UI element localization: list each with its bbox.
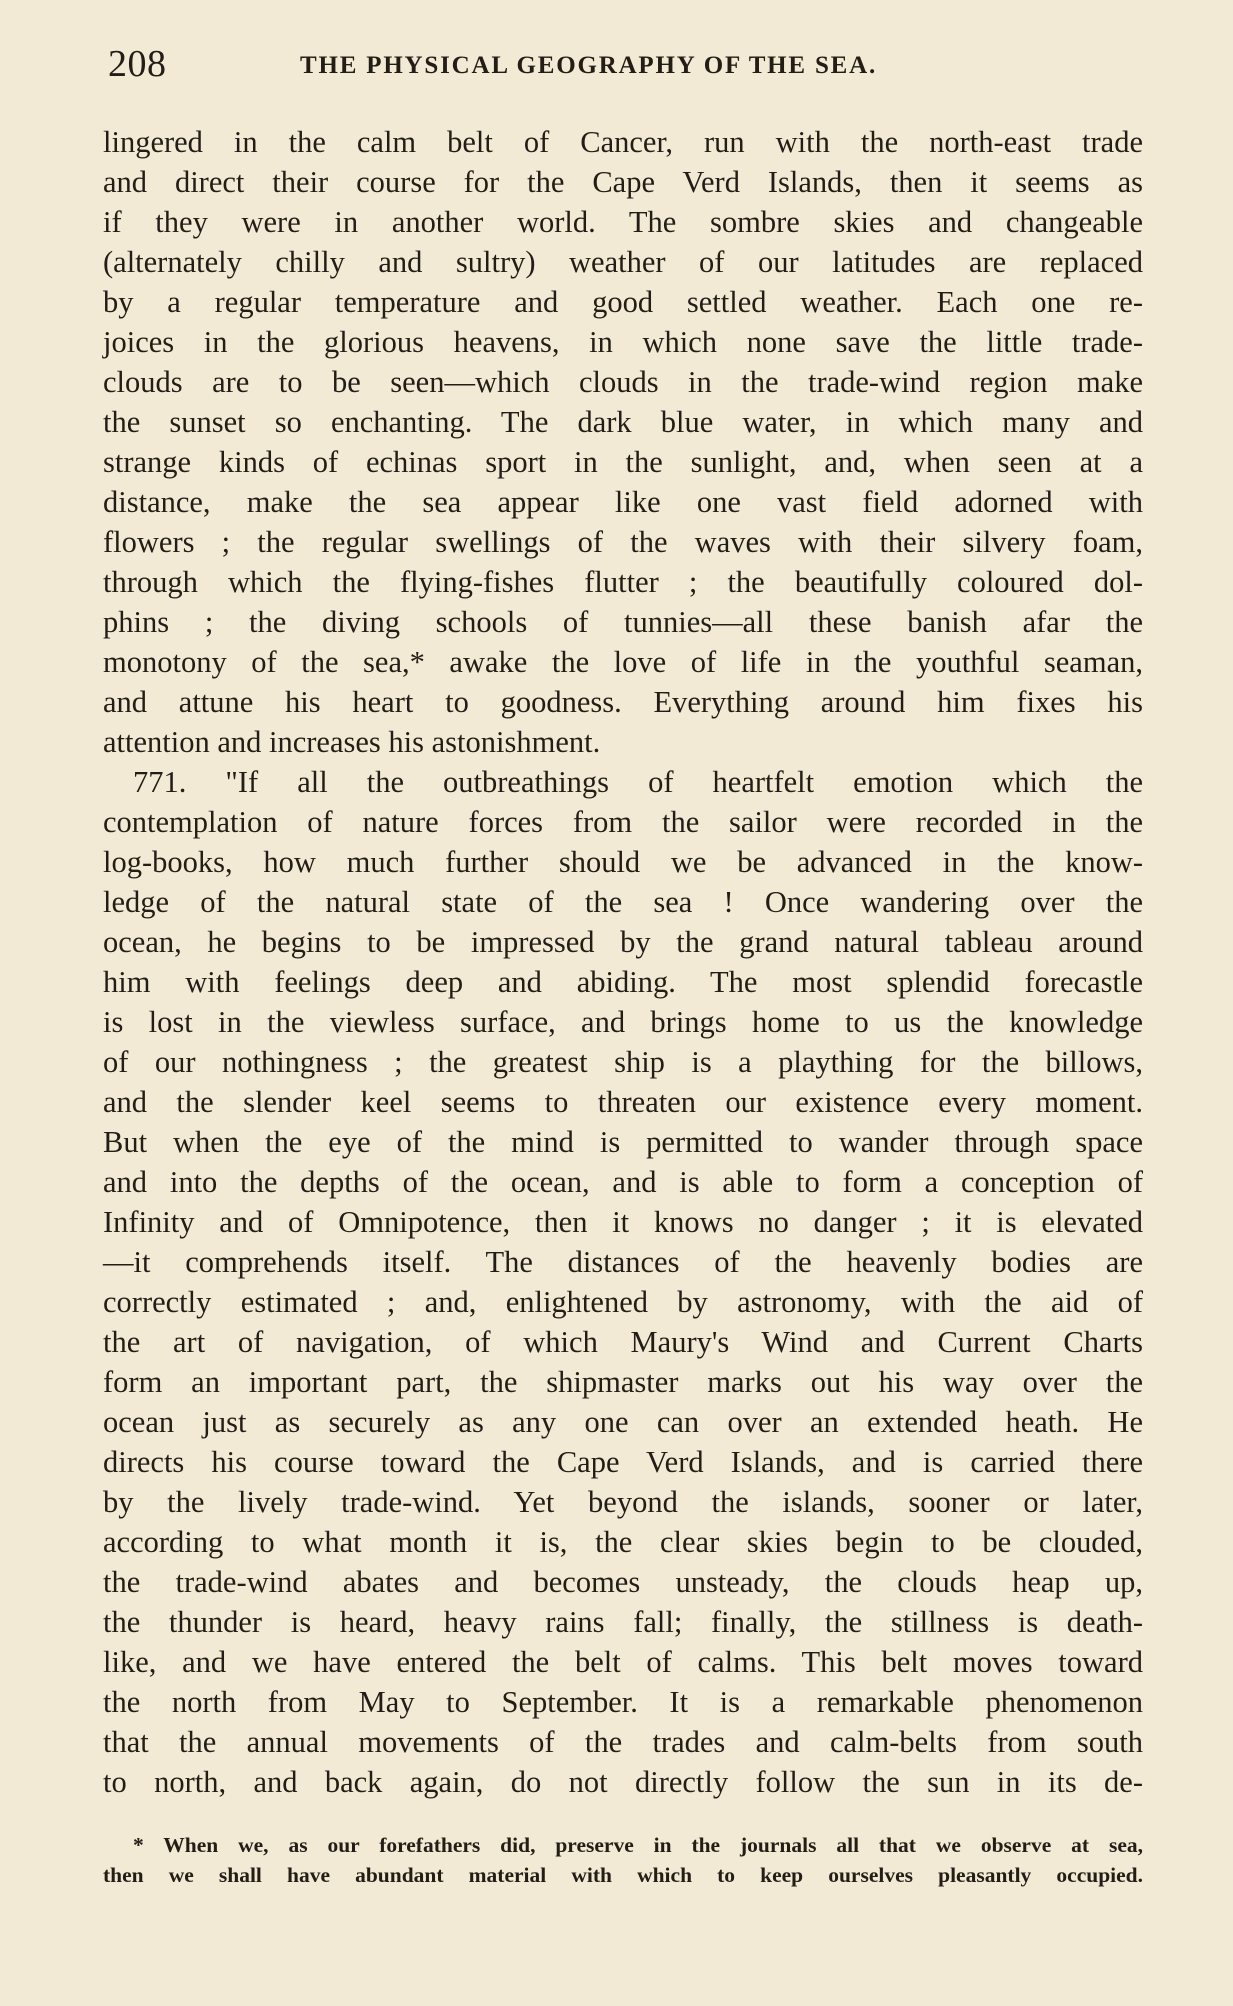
text-line: to north, and back again, do not directly follow the sun in its de-	[103, 1765, 1143, 1799]
text-line: attention and increases his astonishment.	[103, 725, 601, 759]
text-line: distance, make the sea appear like one vast field adorned with	[103, 485, 1143, 519]
text-line: flowers ; the regular swellings of the waves with their silvery foam,	[103, 525, 1143, 559]
running-title: THE PHYSICAL GEOGRAPHY OF THE SEA.	[300, 52, 878, 79]
text-line: form an important part, the shipmaster marks out his way over the	[103, 1365, 1143, 1399]
text-line: the art of navigation, of which Maury's Wind and Current Charts	[103, 1325, 1143, 1359]
text-line: log-books, how much further should we be advanced in the know-	[103, 845, 1143, 879]
text-line: correctly estimated ; and, enlightened by astronomy, with the aid of	[103, 1285, 1143, 1319]
text-line: joices in the glorious heavens, in which none save the little trade-	[103, 325, 1143, 359]
text-line: directs his course toward the Cape Verd Islands, and is carried there	[103, 1445, 1143, 1479]
text-line: the trade-wind abates and becomes unsteady, the clouds heap up,	[103, 1565, 1143, 1599]
text-line: of our nothingness ; the greatest ship is a plaything for the billows,	[103, 1045, 1143, 1079]
body-text	[103, 122, 1143, 1802]
text-line: the sunset so enchanting. The dark blue water, in which many and	[103, 405, 1143, 439]
text-line: and into the depths of the ocean, and is able to form a conception of	[103, 1165, 1143, 1199]
text-line: phins ; the diving schools of tunnies—all these banish afar the	[103, 605, 1143, 639]
footnote-line: * When we, as our forefathers did, preserve in the journals all that we observe at sea,	[133, 1833, 1143, 1857]
text-line: like, and we have entered the belt of calms. This belt moves toward	[103, 1645, 1143, 1679]
text-line: and attune his heart to goodness. Everything around him fixes his	[103, 685, 1143, 719]
text-line: him with feelings deep and abiding. The most splendid forecastle	[103, 965, 1143, 999]
text-line: (alternately chilly and sultry) weather of our latitudes are replaced	[103, 245, 1143, 279]
page-header	[108, 38, 1148, 94]
text-line: by a regular temperature and good settled weather. Each one re-	[103, 285, 1143, 319]
text-line: contemplation of nature forces from the sailor were recorded in the	[103, 805, 1143, 839]
text-line: ocean, he begins to be impressed by the grand natural tableau around	[103, 925, 1143, 959]
page-number: 208	[108, 43, 167, 85]
text-line: ocean just as securely as any one can over an extended heath. He	[103, 1405, 1143, 1439]
text-line: clouds are to be seen—which clouds in the trade-wind region make	[103, 365, 1143, 399]
text-line: ledge of the natural state of the sea ! Once wandering over the	[103, 885, 1143, 919]
text-line: that the annual movements of the trades and calm-belts from south	[103, 1725, 1143, 1759]
text-line: and direct their course for the Cape Verd Islands, then it seems as	[103, 165, 1143, 199]
text-line: —it comprehends itself. The distances of the heavenly bodies are	[103, 1245, 1143, 1279]
text-line: according to what month it is, the clear skies begin to be clouded,	[103, 1525, 1143, 1559]
text-line: But when the eye of the mind is permitted to wander through space	[103, 1125, 1143, 1159]
text-line: and the slender keel seems to threaten our existence every moment.	[103, 1085, 1143, 1119]
footnote	[103, 1830, 1143, 1890]
text-line: through which the flying-fishes flutter ; the beautifully coloured dol-	[103, 565, 1143, 599]
text-line: the thunder is heard, heavy rains fall; finally, the stillness is death-	[103, 1605, 1143, 1639]
text-line: the north from May to September. It is a remarkable phenomenon	[103, 1685, 1143, 1719]
text-line: strange kinds of echinas sport in the sunlight, and, when seen at a	[103, 445, 1143, 479]
text-line: lingered in the calm belt of Cancer, run with the north-east trade	[103, 125, 1143, 159]
text-line: Infinity and of Omnipotence, then it knows no danger ; it is elevated	[103, 1205, 1143, 1239]
paragraph-771-start: 771. "If all the outbreathings of heartfelt emotion which the	[133, 765, 1143, 799]
text-line: is lost in the viewless surface, and brings home to us the knowledge	[103, 1005, 1143, 1039]
text-line: if they were in another world. The sombre skies and changeable	[103, 205, 1143, 239]
text-line: monotony of the sea,* awake the love of life in the youthful seaman,	[103, 645, 1143, 679]
footnote-line: then we shall have abundant material with which to keep ourselves pleasantly occupied.	[103, 1863, 1143, 1887]
text-line: by the lively trade-wind. Yet beyond the islands, sooner or later,	[103, 1485, 1143, 1519]
